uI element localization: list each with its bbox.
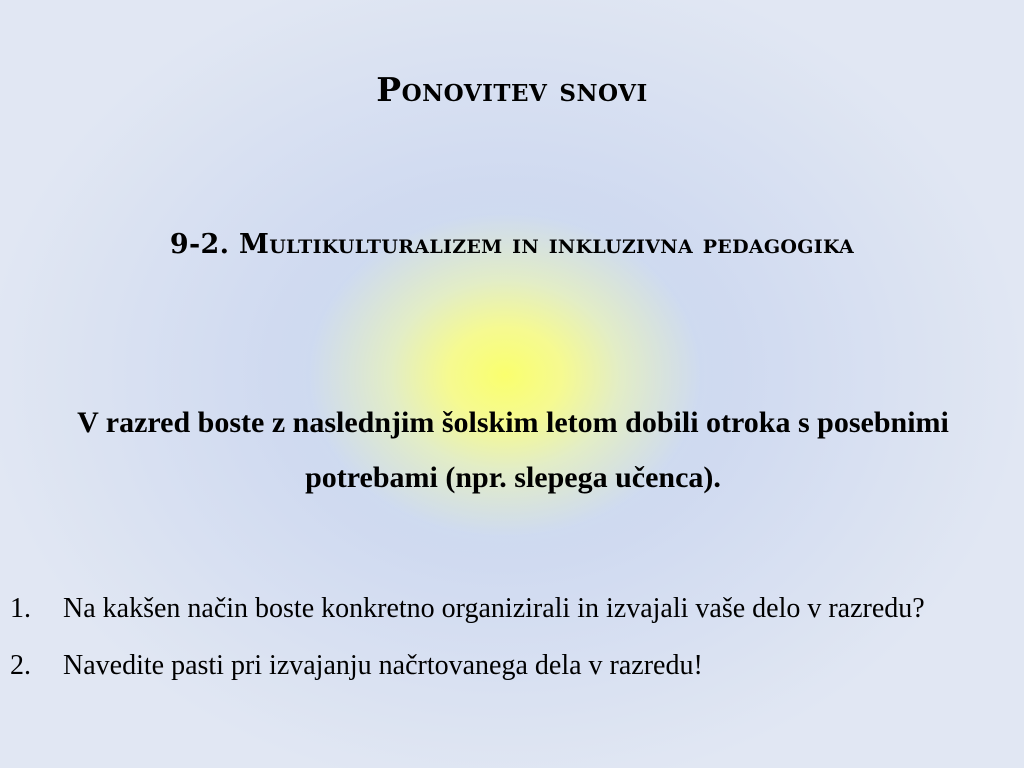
slide-subtitle: 9-2. Multikulturalizem in inkluzivna pedagogika xyxy=(169,229,855,260)
question-item xyxy=(0,580,1014,637)
question-text: Na kakšen način boste konkretno organizirali in izvajali vaše delo v razredu? xyxy=(63,593,925,624)
question-number: 1. xyxy=(10,593,31,624)
question-text: Navedite pasti pri izvajanju načrtovanega dela v razredu! xyxy=(63,650,703,681)
question-number: 2. xyxy=(10,650,31,681)
intro-text: V razred boste z naslednjim šolskim letom dobili otroka s posebnimi potrebami (npr. slepega učenca). xyxy=(77,406,949,494)
question-list xyxy=(0,580,1014,694)
question-item xyxy=(0,637,1014,694)
slide-title: Ponovitev snovi xyxy=(376,70,648,109)
